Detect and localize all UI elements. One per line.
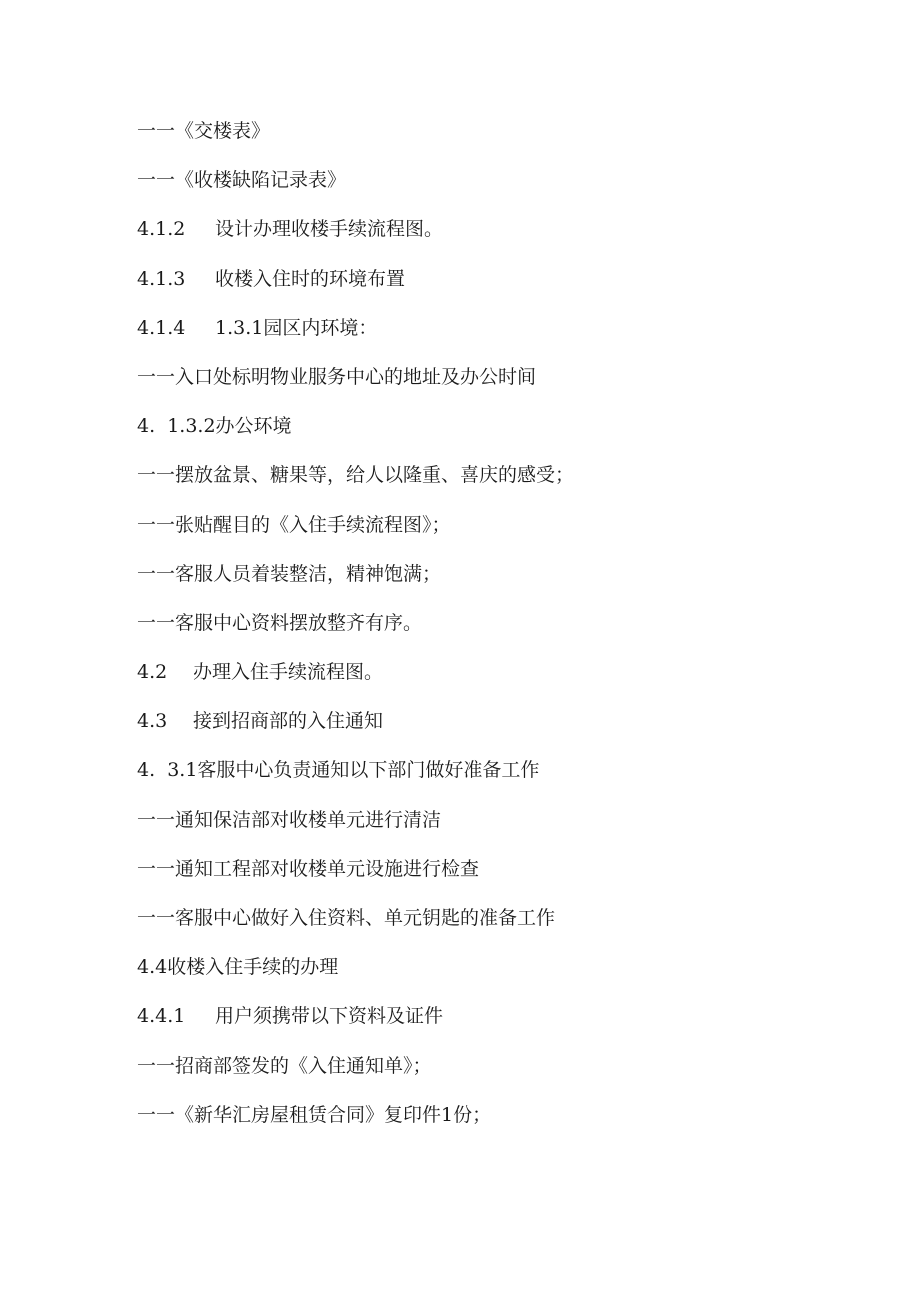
line-text: 4. 1.3.2办公环境 <box>137 415 292 438</box>
section-number: 4.1.2 <box>137 218 186 241</box>
line-text: 一一张贴醒目的《入住手续流程图》； <box>137 513 451 536</box>
line-text: 设计办理收楼手续流程图。 <box>215 218 444 241</box>
line-17 <box>137 903 837 952</box>
line-20 <box>137 1051 837 1100</box>
line-text: 一一《收楼缺陷记录表》 <box>137 169 347 192</box>
line-21 <box>137 1100 837 1149</box>
line-text: 收楼入住时的环境布置 <box>215 267 406 290</box>
line-text: 一一招商部签发的《入住通知单》； <box>137 1054 432 1077</box>
line-text: 一一通知保洁部对收楼单元进行清洁 <box>137 808 442 831</box>
section-number: 4.3 <box>137 710 168 733</box>
line-15 <box>137 805 837 854</box>
section-number: 4.1.4 <box>137 316 186 339</box>
line-13 <box>137 706 837 755</box>
line-12 <box>137 657 837 706</box>
line-text: 接到招商部的入住通知 <box>193 710 384 733</box>
line-16 <box>137 854 837 903</box>
line-2 <box>137 165 837 214</box>
line-text: 一一通知工程部对收楼单元设施进行检查 <box>137 857 480 880</box>
line-text: 一一客服中心做好入住资料、单元钥匙的准备工作 <box>137 907 556 929</box>
section-number: 4.1.3 <box>137 267 186 290</box>
line-text: 1.3.1园区内环境： <box>215 316 378 339</box>
line-4 <box>137 264 837 313</box>
line-text: 4.4收楼入住手续的办理 <box>137 956 339 979</box>
line-text: 一一《交楼表》 <box>137 120 271 142</box>
line-19 <box>137 1001 837 1050</box>
line-5 <box>137 313 837 362</box>
line-text: 用户须携带以下资料及证件 <box>215 1005 444 1028</box>
section-number: 4.4.1 <box>137 1005 186 1028</box>
line-18 <box>137 952 837 1001</box>
line-3 <box>137 214 837 263</box>
line-8 <box>137 460 837 509</box>
line-1 <box>137 116 837 165</box>
line-text: 一一客服人员着装整洁，精神饱满； <box>137 562 442 585</box>
line-text: 办理入住手续流程图。 <box>193 661 384 684</box>
line-10 <box>137 559 837 608</box>
line-7 <box>137 411 837 460</box>
line-11 <box>137 608 837 657</box>
line-14 <box>137 755 837 804</box>
line-text: 4. 3.1客服中心负责通知以下部门做好准备工作 <box>137 759 540 782</box>
line-6 <box>137 362 837 411</box>
line-text: 一一摆放盆景、糖果等，给人以隆重、喜庆的感受； <box>137 464 575 487</box>
line-text: 一一客服中心资料摆放整齐有序。 <box>137 611 423 634</box>
document-body <box>137 116 837 1149</box>
section-number: 4.2 <box>137 661 168 684</box>
line-text: 一一入口处标明物业服务中心的地址及办公时间 <box>137 365 537 388</box>
line-text: 一一《新华汇房屋租赁合同》复印件1份； <box>137 1103 492 1126</box>
line-9 <box>137 510 837 559</box>
